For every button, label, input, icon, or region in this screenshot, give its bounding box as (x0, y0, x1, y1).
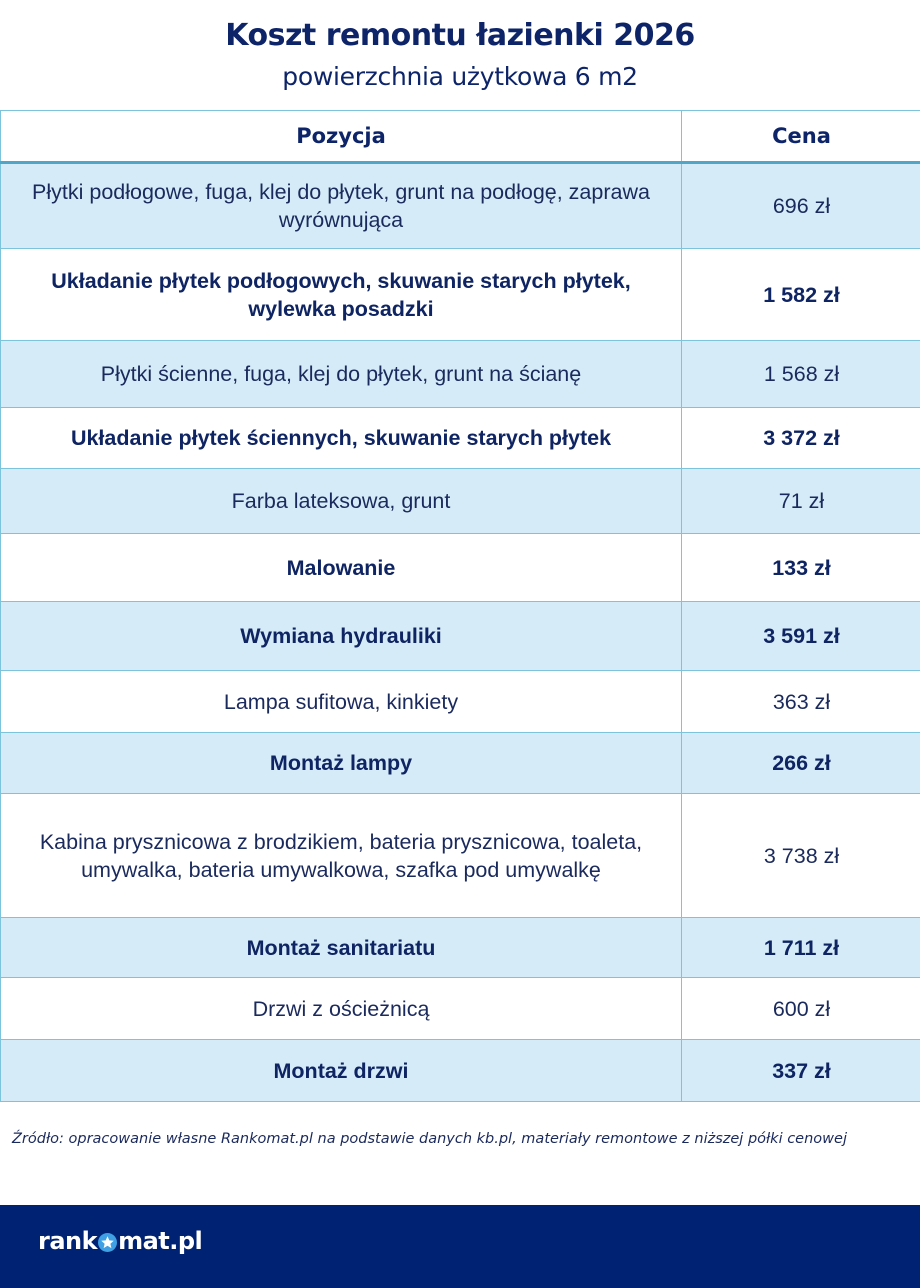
table-row (1, 163, 920, 249)
page-subtitle: powierzchnia użytkowa 6 m2 (282, 62, 638, 91)
row-item: Układanie płytek ściennych, skuwanie starych płytek (1, 408, 682, 469)
table-header-row (1, 111, 920, 163)
row-price: 3 591 zł (682, 602, 920, 671)
table-row (1, 918, 920, 978)
rankomat-logo[interactable] (38, 1227, 202, 1255)
logo-text-left: rank (38, 1227, 98, 1255)
row-item: Wymiana hydrauliki (1, 602, 682, 671)
row-price: 133 zł (682, 534, 920, 602)
table-row (1, 733, 920, 794)
table-row (1, 408, 920, 469)
row-item: Montaż drzwi (1, 1040, 682, 1102)
row-price: 337 zł (682, 1040, 920, 1102)
row-item: Drzwi z ościeżnicą (1, 978, 682, 1040)
row-item: Płytki ścienne, fuga, klej do płytek, grunt na ścianę (1, 341, 682, 408)
row-price: 266 zł (682, 733, 920, 794)
row-price: 1 582 zł (682, 249, 920, 341)
source-note: Źródło: opracowanie własne Rankomat.pl na podstawie danych kb.pl, materiały remontowe z niższej półki cenowej (12, 1131, 847, 1147)
row-item: Montaż sanitariatu (1, 918, 682, 978)
row-item: Farba lateksowa, grunt (1, 469, 682, 534)
row-price: 3 738 zł (682, 794, 920, 918)
row-item: Układanie płytek podłogowych, skuwanie starych płytek, wylewka posadzki (1, 249, 682, 341)
footer-bar (0, 1205, 920, 1288)
row-price: 1 711 zł (682, 918, 920, 978)
logo-text-right: mat.pl (118, 1227, 203, 1255)
row-price: 71 zł (682, 469, 920, 534)
column-header-item: Pozycja (1, 111, 682, 163)
star-icon (98, 1233, 117, 1252)
row-price: 1 568 zł (682, 341, 920, 408)
table-row (1, 1040, 920, 1102)
row-price: 3 372 zł (682, 408, 920, 469)
row-price: 600 zł (682, 978, 920, 1040)
row-item: Kabina prysznicowa z brodzikiem, bateria prysznicowa, toaleta, umywalka, bateria umywalkowa, szafka pod umywalkę (1, 794, 682, 918)
table-row (1, 671, 920, 733)
table-row (1, 341, 920, 408)
page-title: Koszt remontu łazienki 2026 (225, 18, 695, 53)
table-row (1, 534, 920, 602)
row-item: Montaż lampy (1, 733, 682, 794)
row-price: 696 zł (682, 163, 920, 249)
table-row (1, 794, 920, 918)
cost-table (0, 110, 920, 1102)
table-row (1, 249, 920, 341)
column-header-price: Cena (682, 111, 920, 163)
row-item: Płytki podłogowe, fuga, klej do płytek, grunt na podłogę, zaprawa wyrównująca (1, 163, 682, 249)
table-row (1, 602, 920, 671)
row-item: Malowanie (1, 534, 682, 602)
table-row (1, 978, 920, 1040)
table-row (1, 469, 920, 534)
row-price: 363 zł (682, 671, 920, 733)
row-item: Lampa sufitowa, kinkiety (1, 671, 682, 733)
